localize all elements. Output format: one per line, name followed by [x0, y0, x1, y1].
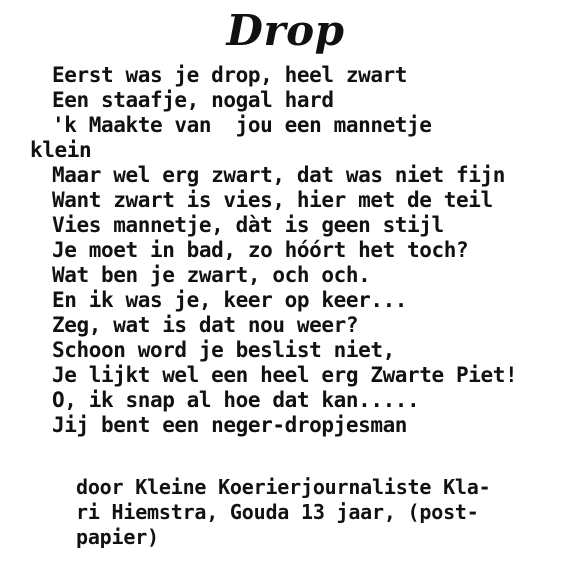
poem-line-6: Want zwart is vies, hier met de teil — [52, 188, 493, 212]
poem-line-10: En ik was je, keer op keer... — [52, 288, 408, 312]
poem-title: Drop — [226, 6, 345, 55]
poem-line-9: Wat ben je zwart, och och. — [52, 263, 371, 287]
poem-line-8: Je moet in bad, zo hóórt het toch? — [52, 238, 469, 262]
poem-line-13: Je lijkt wel een heel erg Zwarte Piet! — [52, 363, 518, 387]
poem-line-11: Zeg, wat is dat nou weer? — [52, 313, 359, 337]
poem-line-3: 'k Maakte van jou een mannetje — [52, 113, 432, 137]
poem-line-2: Een staafje, nogal hard — [52, 88, 334, 112]
poem-line-15: Jij bent een neger-dropjesman — [52, 413, 408, 437]
poem-line-4: klein — [30, 138, 92, 162]
byline-line-3: papier) — [76, 525, 159, 549]
poem-line-14: O, ik snap al hoe dat kan..... — [52, 388, 420, 412]
poem-line-1: Eerst was je drop, heel zwart — [52, 63, 408, 87]
poem-line-12: Schoon word je beslist niet, — [52, 338, 395, 362]
byline-line-1: door Kleine Koerierjournaliste Kla- — [76, 475, 491, 499]
poem-line-7: Vies mannetje, dàt is geen stijl — [52, 213, 444, 237]
byline-line-2: ri Hiemstra, Gouda 13 jaar, (post- — [76, 500, 479, 524]
poem-line-5: Maar wel erg zwart, dat was niet fijn — [52, 163, 505, 187]
